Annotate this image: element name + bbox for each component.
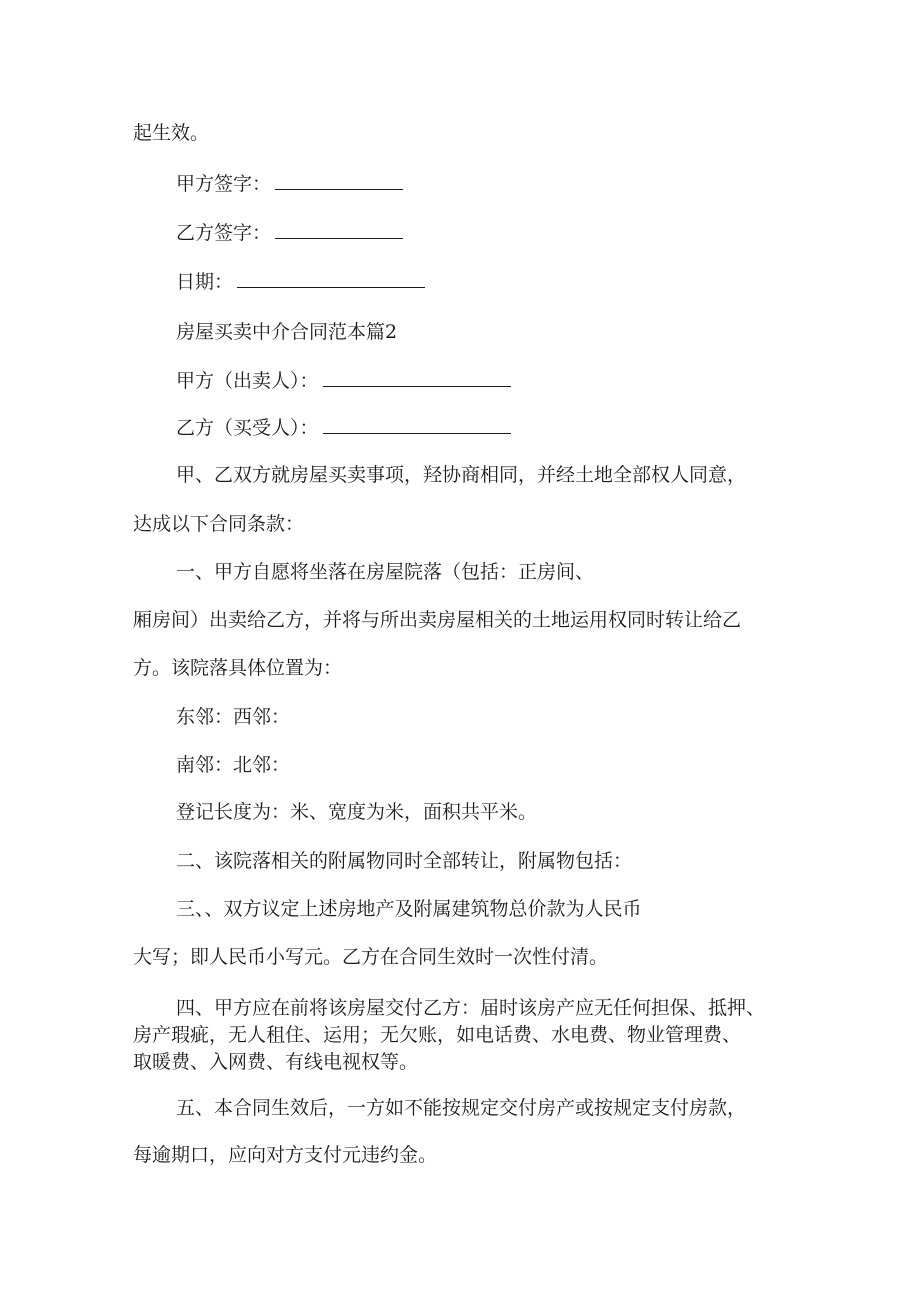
party-a-seller-line: [176, 369, 511, 393]
party-a-signature-line: [176, 172, 403, 196]
text-line: 方。该院落具体位置为：: [133, 657, 343, 679]
text-line: 房产瑕疵，无人租住、运用；无欠账，如电话费、水电费、物业管理费、: [133, 1024, 742, 1046]
text-line: 起生效。: [133, 122, 210, 144]
party-b-buyer-blank: [323, 417, 511, 434]
section-heading: 房屋买卖中介合同范本篇2: [176, 321, 398, 343]
party-b-signature-line: [176, 221, 403, 245]
party-b-signature-blank: [275, 222, 403, 239]
party-a-signature-blank: [275, 173, 403, 190]
date-line: [176, 270, 425, 294]
date-blank: [237, 271, 425, 288]
text-line: 一、甲方自愿将坐落在房屋院落（包括：正房间、: [176, 561, 595, 583]
text-line: 四、甲方应在前将该房屋交付乙方：届时该房产应无任何担保、抵押、: [176, 997, 766, 1019]
text-line: 大写；即人民币小写元。乙方在合同生效时一次性付清。: [133, 946, 609, 968]
text-line: 南邻：北邻：: [176, 754, 291, 776]
text-line: 东邻：西邻：: [176, 706, 291, 728]
party-a-seller-blank: [323, 370, 511, 387]
text-line: 五、本合同生效后，一方如不能按规定交付房产或按规定支付房款，: [176, 1097, 747, 1119]
party-a-seller-label: 甲方（出卖人）：: [176, 370, 319, 392]
party-b-signature-label: 乙方签字：: [176, 222, 272, 244]
party-b-buyer-label: 乙方（买受人）：: [176, 417, 319, 439]
text-line: 二、该院落相关的附属物同时全部转让，附属物包括：: [176, 850, 633, 872]
party-b-buyer-line: [176, 416, 511, 440]
text-line: 厢房间）出卖给乙方，并将与所出卖房屋相关的土地运用权同时转让给乙: [133, 609, 742, 631]
text-line: 甲、乙双方就房屋买卖事项，羟协商相同，并经土地全部权人同意，: [176, 464, 747, 486]
text-line: 达成以下合同条款：: [133, 513, 305, 535]
text-line: 三、、双方议定上述房地产及附属建筑物总价款为人民币: [176, 898, 642, 920]
text-line: 每逾期口，应向对方支付元违约金。: [133, 1144, 438, 1166]
text-line: 登记长度为：米、宽度为米，面积共平米。: [176, 801, 538, 823]
party-a-signature-label: 甲方签字：: [176, 173, 272, 195]
date-label: 日期：: [176, 271, 234, 293]
text-line: 取暖费、入网费、有线电视权等。: [133, 1051, 419, 1073]
